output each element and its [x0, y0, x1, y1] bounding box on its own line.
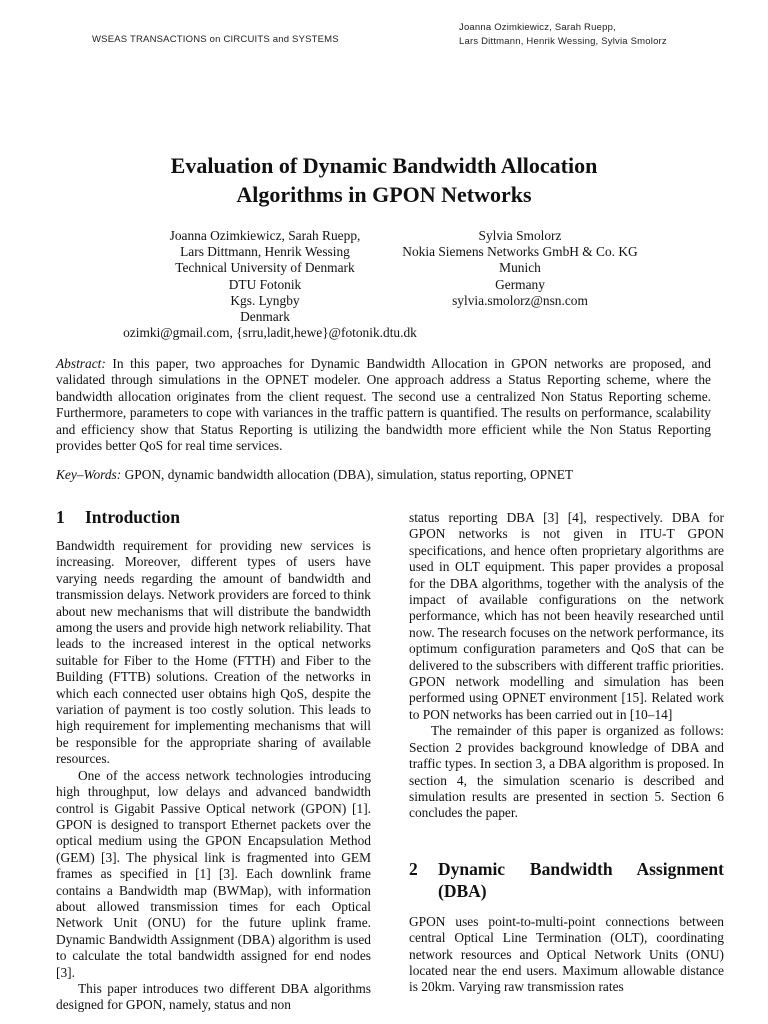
paragraph: The remainder of this paper is organized as follows: Section 2 provides background knowledge of DBA and traffic types. In section 3, a DBA algorithm is proposed. In section 4, the simulation scenario is described and simulation results are presented in section 5. Section 6 concludes the paper.: [409, 723, 724, 821]
author-email: sylvia.smolorz@nsn.com: [452, 292, 588, 308]
author-block-left: [120, 228, 410, 325]
column-right: [409, 510, 724, 996]
author-line: Lars Dittmann, Henrik Wessing: [180, 244, 350, 260]
paper-title: [0, 151, 768, 209]
author-line: Joanna Ozimkiewicz, Sarah Ruepp,: [169, 228, 361, 243]
abstract: [56, 356, 711, 454]
section-heading-introduction: [56, 506, 371, 528]
section-title: Introduction: [85, 507, 180, 527]
author-department: DTU Fotonik: [228, 276, 302, 292]
author-country: Germany: [495, 276, 545, 292]
author-emails: ozimki@gmail.com, {srru,ladit,hewe}@fotonik.dtu.dk: [123, 325, 417, 340]
running-header-authors-line: Joanna Ozimkiewicz, Sarah Ruepp,: [459, 22, 616, 33]
section-title: Dynamic Bandwidth Assignment (DBA): [438, 858, 724, 901]
abstract-text: In this paper, two approaches for Dynamic Bandwidth Allocation in GPON networks are proposed, and validated through simulations in the OPNET modeler. One approach address a Status Reporting scheme, where the bandwidth allocation originates from the client request. The second use a centralized Non Status Reporting scheme. Furthermore, parameters to cope with variances in the traffic pattern is quantified. The results on performance, scalability and efficiency show that Status Reporting is utilizing the bandwidth more efficient while the Non Status Reporting provides better QoS for real time services.: [56, 356, 711, 454]
running-header-authors: [459, 21, 667, 49]
author-line: Sylvia Smolorz: [478, 228, 562, 243]
section-heading-dba: [409, 858, 724, 902]
paragraph: One of the access network technologies introducing high throughput, low delays and advanced bandwidth control is Gigabit Passive Optical network (GPON) [1]. GPON is designed to transport Ethernet packets over the optical medium using the GPON Encapsulation Method (GEM) [3]. The physical link is fragmented into GEM frames as specified in [1] [3]. Each downlink frame contains a Bandwidth map (BWMap), with information about allowed transmission times for each Optical Network Unit (ONU) for the future uplink frame. Dynamic Bandwidth Assignment (DBA) algorithm is used to calculate the total bandwidth assigned for end nodes [3].: [56, 767, 371, 980]
paper-title-line: Algorithms in GPON Networks: [236, 182, 532, 207]
running-header-authors-line: Lars Dittmann, Henrik Wessing, Sylvia Smolorz: [459, 36, 667, 47]
paragraph: status reporting DBA [3] [4], respectively. DBA for GPON networks is not given in ITU-T GPON specifications, and hence often proprietary algorithms are used in OLT equipment. This paper provides a proposal for the DBA algorithms, together with the analysis of the impact of available configurations on the network performance, which has not been heavily researched until now. The research focuses on the network performance, its optimum configuration parameters and QoS that can be delivered to the subscribers with different traffic priorities. GPON network modelling and simulation has been performed using OPNET environment [15]. Related work to PON networks has been carried out in [10–14]: [409, 510, 724, 722]
author-city: Kgs. Lyngby: [230, 292, 300, 308]
keywords-label: Key–Words:: [56, 467, 122, 482]
keywords-text: GPON, dynamic bandwidth allocation (DBA), simulation, status reporting, OPNET: [124, 467, 574, 482]
paragraph: GPON uses point-to-multi-point connections between central Optical Line Termination (OLT), coordinating network resources and Optical Network Units (ONU) located near the end users. Maximum allowable distance is 20km. Varying raw transmission rates: [409, 913, 724, 995]
author-country: Denmark: [240, 309, 290, 325]
running-header-journal: WSEAS TRANSACTIONS on CIRCUITS and SYSTEMS: [92, 34, 339, 45]
author-block-right: [380, 228, 660, 309]
section-number: 2: [409, 858, 418, 879]
author-city: Munich: [499, 260, 541, 276]
author-affiliation: Technical University of Denmark: [175, 260, 355, 276]
paragraph: This paper introduces two different DBA algorithms designed for GPON, namely, status and non: [56, 980, 371, 1013]
paragraph: Bandwidth requirement for providing new services is increasing. Moreover, different types of users have varying needs regarding the amount of bandwidth and transmission delays. Network providers are forced to think about new mechanisms that will distribute the bandwidth among the users and provide high network reliability. That leads to the increased interest in the optical networks suitable for Fiber to the Home (FTTH) and Fiber to the Building (FTTB) solutions. Creation of the networks in which each connected user obtains high QoS, despite the variation of payment is too costly solution. This leads to high requirement for implementing mechanisms that will be responsible for the appropriate sharing of available resources.: [56, 538, 371, 767]
section-number: 1: [56, 507, 65, 527]
paper-title-line: Evaluation of Dynamic Bandwidth Allocation: [170, 153, 598, 178]
column-left: [56, 506, 371, 1014]
keywords: [56, 467, 711, 483]
abstract-label: Abstract:: [56, 356, 106, 371]
author-affiliation: Nokia Siemens Networks GmbH & Co. KG: [402, 244, 638, 260]
